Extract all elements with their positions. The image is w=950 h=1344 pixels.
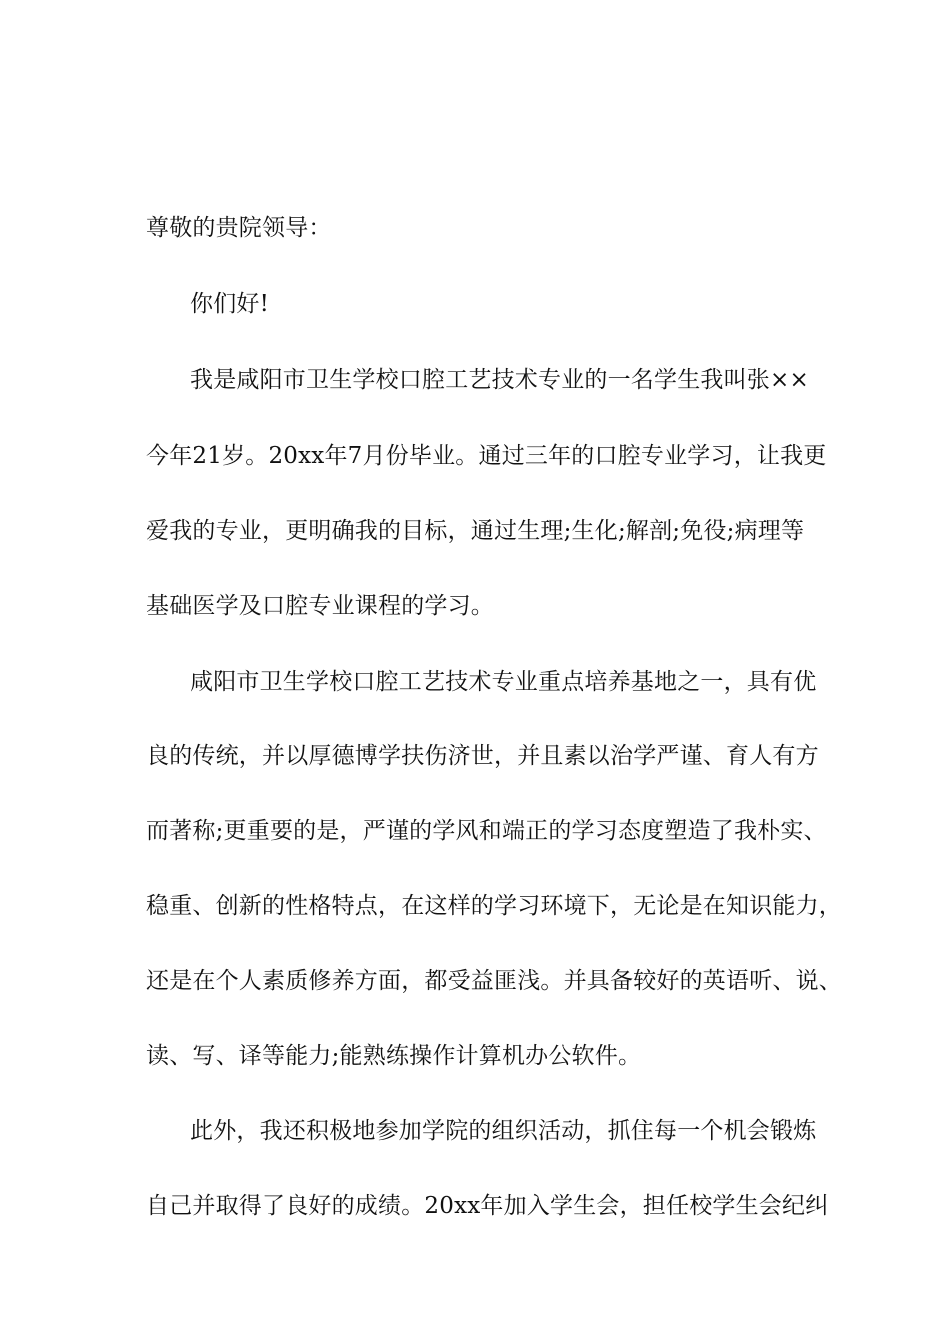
paragraph-line: 咸阳市卫生学校口腔工艺技术专业重点培养基地之一，具有优 [190, 669, 817, 695]
paragraph-line: 良的传统，并以厚德博学扶伤济世，并且素以治学严谨、育人有方 [146, 743, 819, 769]
paragraph-line: 稳重、创新的性格特点，在这样的学习环境下，无论是在知识能力， [146, 893, 842, 919]
salutation: 尊敬的贵院领导： [146, 215, 332, 241]
greeting: 你们好! [190, 291, 270, 317]
paragraph-line: 我是咸阳市卫生学校口腔工艺技术专业的一名学生我叫张×× [190, 367, 809, 393]
paragraph-line: 此外，我还积极地参加学院的组织活动，抓住每一个机会锻炼 [190, 1118, 817, 1144]
paragraph-line: 基础医学及口腔专业课程的学习。 [146, 593, 494, 619]
paragraph-line: 读、写、译等能力;能熟练操作计算机办公软件。 [146, 1043, 642, 1069]
paragraph-line: 自己并取得了良好的成绩。20xx年加入学生会，担任校学生会纪纠 [146, 1193, 829, 1219]
paragraph-line: 而著称;更重要的是，严谨的学风和端正的学习态度塑造了我朴实、 [146, 818, 827, 844]
paragraph-line: 还是在个人素质修养方面，都受益匪浅。并具备较好的英语听、说、 [146, 968, 842, 994]
paragraph-line: 今年21岁。20xx年7月份毕业。通过三年的口腔专业学习，让我更 [146, 443, 827, 469]
paragraph-line: 爱我的专业，更明确我的目标，通过生理;生化;解剖;免役;病理等 [146, 518, 805, 544]
